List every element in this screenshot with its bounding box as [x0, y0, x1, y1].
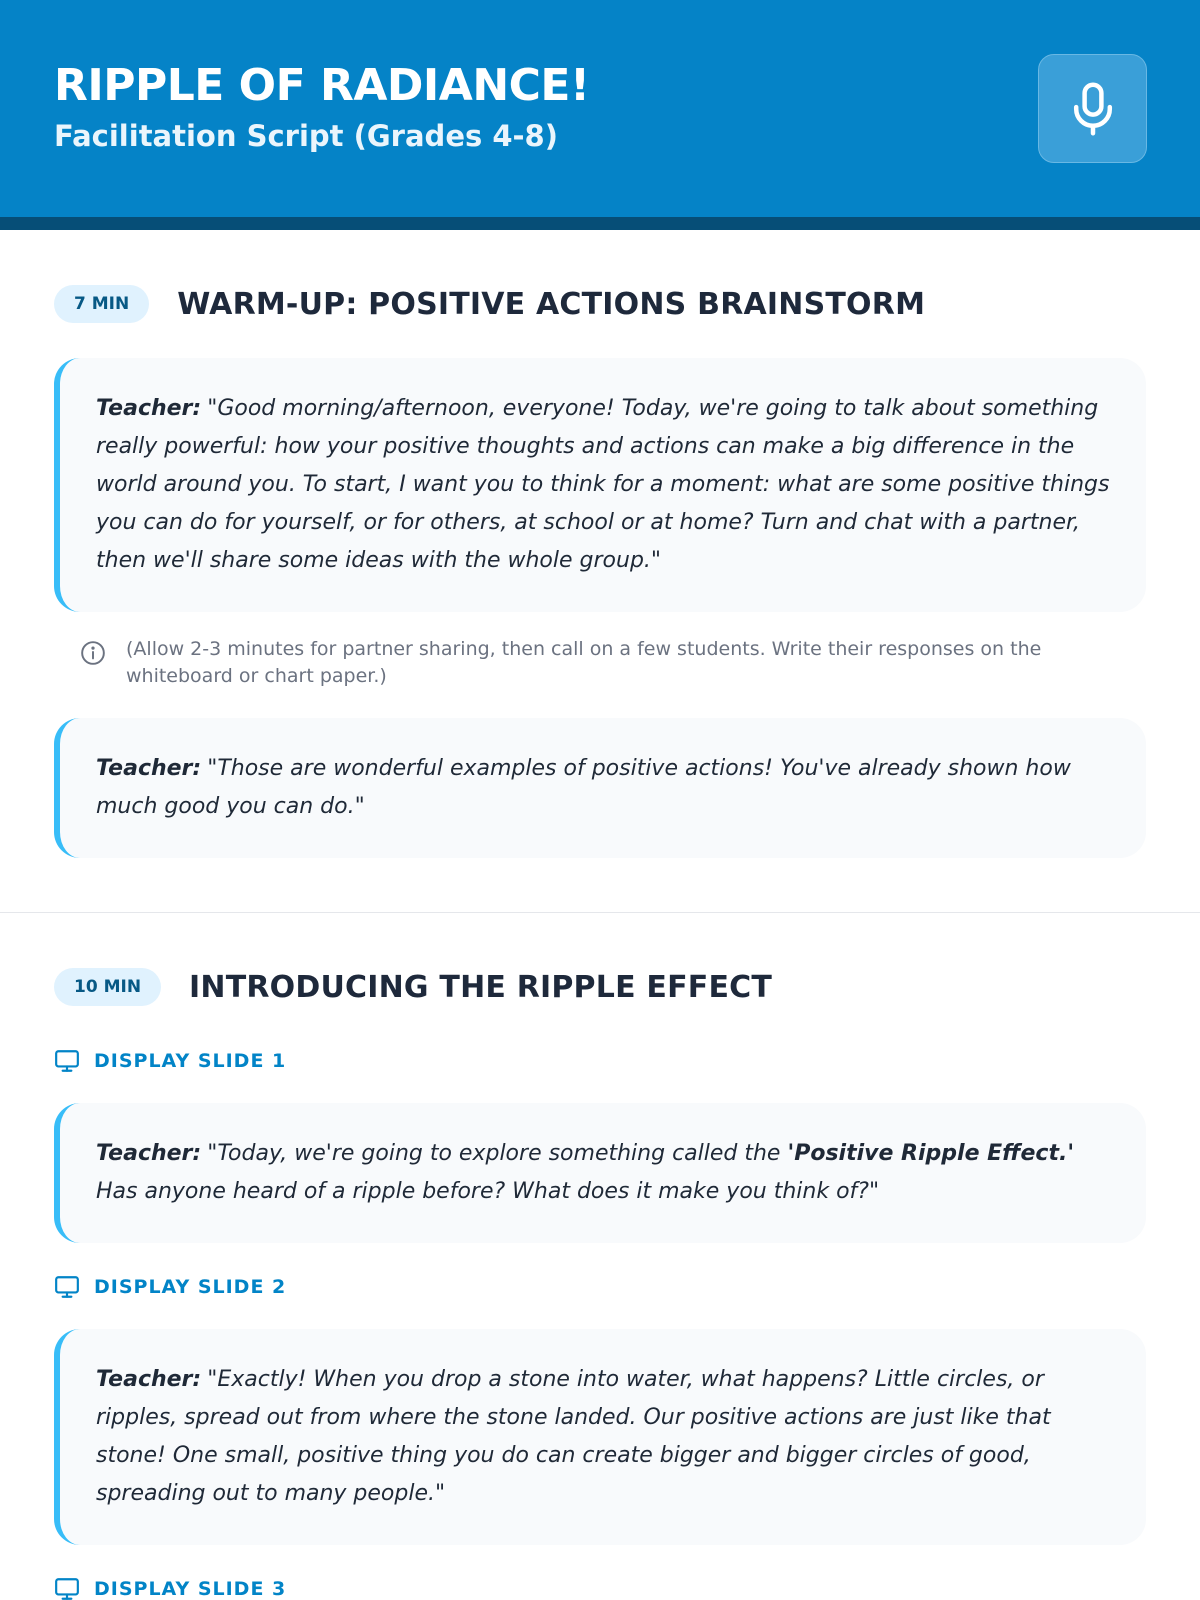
page-subtitle: Facilitation Script (Grades 4-8) — [54, 119, 558, 153]
script-text: "Those are wonderful examples of positive actions! You've already shown how much good you can do." — [96, 756, 1071, 819]
section-ripple-effect — [0, 912, 1200, 1600]
speaker-label: Teacher: — [96, 1367, 202, 1392]
time-badge: 7 MIN — [54, 285, 149, 323]
teacher-script-card — [54, 358, 1146, 612]
display-slide-label — [54, 1267, 1146, 1307]
display-slide-label — [54, 1041, 1146, 1081]
section-title: WARM-UP: POSITIVE ACTIONS BRAINSTORM — [177, 286, 926, 322]
monitor-icon — [54, 1048, 80, 1074]
microphone-icon — [1070, 81, 1116, 137]
teacher-script-card — [54, 718, 1146, 858]
slide-label-text: DISPLAY SLIDE 2 — [94, 1276, 287, 1298]
teacher-script-card — [54, 1329, 1146, 1545]
slide-label-text: DISPLAY SLIDE 3 — [94, 1578, 287, 1600]
script-emphasis: 'Positive Ripple Effect.' — [787, 1141, 1075, 1166]
section-warm-up — [0, 230, 1200, 912]
speaker-label: Teacher: — [96, 396, 202, 421]
display-slide-label — [54, 1569, 1146, 1600]
slide-label-text: DISPLAY SLIDE 1 — [94, 1050, 287, 1072]
script-text: "Today, we're going to explore something called the — [207, 1141, 788, 1166]
teacher-script-card — [54, 1103, 1146, 1243]
section-heading — [54, 280, 1146, 328]
facilitator-note — [54, 612, 1146, 718]
section-heading — [54, 963, 1146, 1011]
microphone-button[interactable] — [1038, 54, 1147, 163]
time-badge: 10 MIN — [54, 968, 161, 1006]
speaker-label: Teacher: — [96, 1141, 202, 1166]
section-title: INTRODUCING THE RIPPLE EFFECT — [189, 969, 773, 1005]
note-text: (Allow 2-3 minutes for partner sharing, then call on a few students. Write their responses on the whiteboard or chart paper.) — [126, 638, 1042, 687]
monitor-icon — [54, 1576, 80, 1600]
script-text: "Exactly! When you drop a stone into water, what happens? Little circles, or ripples, spread out from where the stone landed. Our positive actions are just like that stone! One small, positive thing you do can create bigger and bigger circles of good, spreading out to many people." — [96, 1367, 1051, 1506]
monitor-icon — [54, 1274, 80, 1300]
script-text: Has anyone heard of a ripple before? What does it make you think of?" — [96, 1179, 880, 1204]
script-text: "Good morning/afternoon, everyone! Today, we're going to talk about something really powerful: how your positive thoughts and actions can make a big difference in the world around you. To start, I want you to think for a moment: what are some positive things you can do for yourself, or for others, at school or at home? Turn and chat with a partner, then we'll share some ideas with the whole group." — [96, 396, 1110, 573]
speaker-label: Teacher: — [96, 756, 202, 781]
page-header — [0, 0, 1200, 230]
info-icon — [80, 640, 106, 666]
page-title: RIPPLE OF RADIANCE! — [54, 60, 590, 111]
